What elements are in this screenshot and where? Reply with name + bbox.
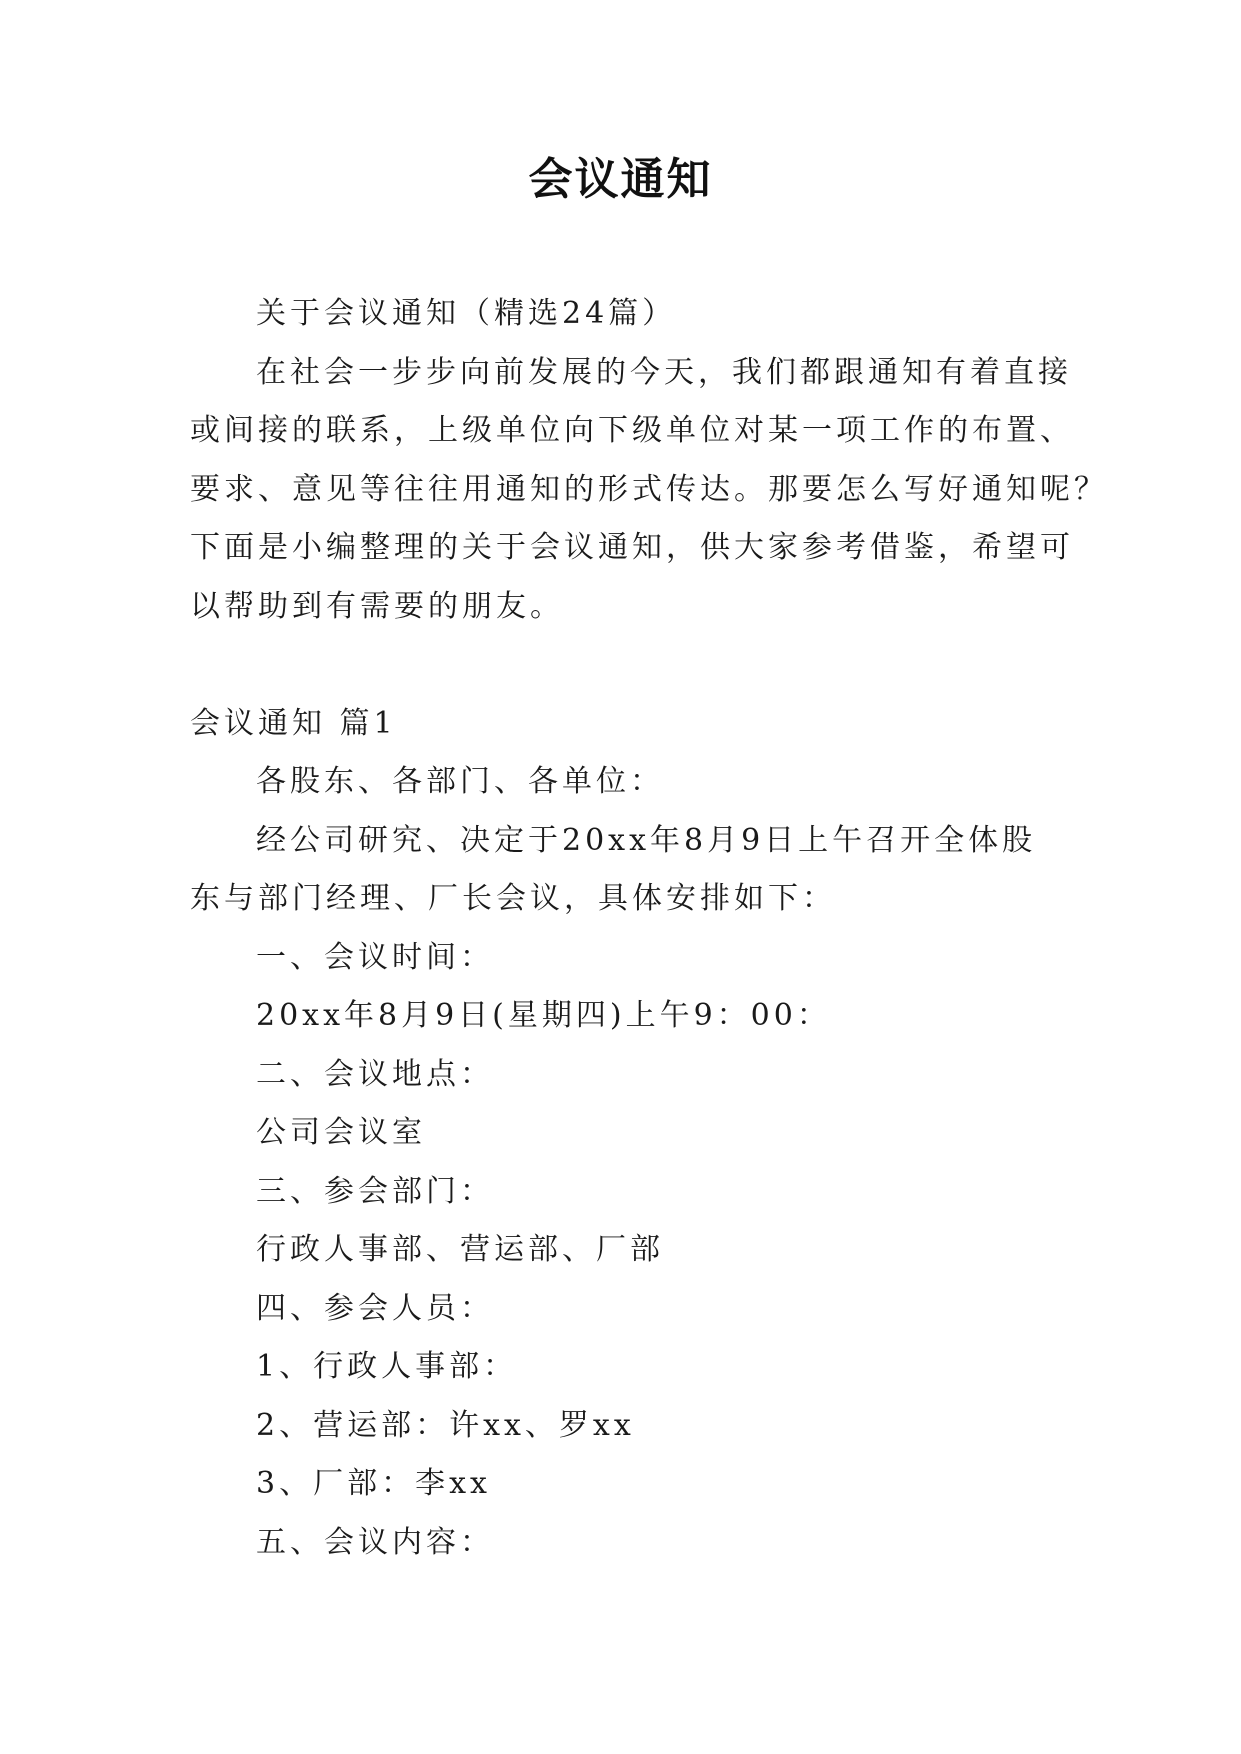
document-title: 会议通知 (528, 154, 713, 205)
document-body (190, 285, 1108, 1572)
item-heading-attendees: 四、参会人员： (256, 1290, 494, 1326)
item-heading-time: 一、会议时间： (256, 939, 494, 975)
attendee-line: 1、行政人事部： (256, 1349, 518, 1384)
item-heading-content: 五、会议内容： (256, 1524, 494, 1560)
item-heading-departments: 三、参会部门： (256, 1173, 494, 1209)
attendee-line: 3、厂部：李xx (256, 1466, 491, 1501)
item-value-departments: 行政人事部、营运部、厂部 (256, 1232, 664, 1267)
subtitle-line: 关于会议通知（精选24篇） (256, 296, 677, 331)
intro-paragraph-line: 要求、意见等往往用通知的形式传达。那要怎么写好通知呢？ (190, 471, 1108, 507)
blank-line (190, 636, 1070, 695)
item-value-location: 公司会议室 (256, 1115, 426, 1150)
body-paragraph-line: 经公司研究、决定于20xx年8月9日上午召开全体股 (256, 822, 1037, 858)
intro-paragraph-line: 或间接的联系，上级单位向下级单位对某一项工作的布置、 (190, 413, 1074, 448)
intro-paragraph-line: 以帮助到有需要的朋友。 (190, 588, 564, 624)
salutation-line: 各股东、各部门、各单位： (256, 764, 664, 799)
body-paragraph-line: 东与部门经理、厂长会议，具体安排如下： (190, 881, 836, 916)
section-heading: 会议通知 篇1 (190, 705, 397, 741)
item-value-time: 20xx年8月9日(星期四)上午9：00： (256, 998, 831, 1033)
attendee-line: 2、营运部：许xx、罗xx (256, 1407, 635, 1443)
item-heading-location: 二、会议地点： (256, 1056, 494, 1092)
intro-paragraph-line: 在社会一步步向前发展的今天，我们都跟通知有着直接 (256, 354, 1072, 390)
intro-paragraph-line: 下面是小编整理的关于会议通知，供大家参考借鉴，希望可 (190, 530, 1074, 565)
